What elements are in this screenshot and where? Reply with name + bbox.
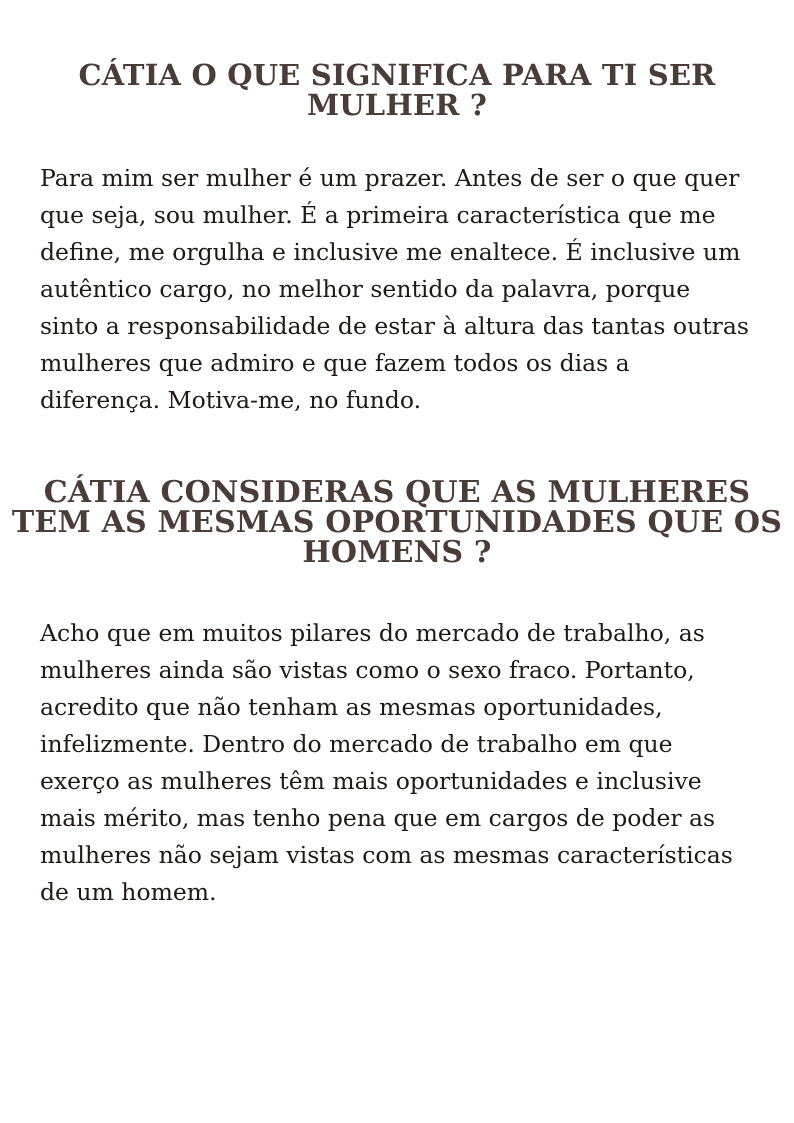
question-heading-2: CÁTIA CONSIDERAS QUE AS MULHERES TEM AS MESMAS OPORTUNIDADES QUE OS HOMENS ? [11,475,783,570]
question-heading-1: CÁTIA O QUE SIGNIFICA PARA TI SER MULHER ? [78,58,716,122]
answer-paragraph-2: Acho que em muitos pilares do mercado de trabalho, as mulheres ainda são vistas como o sexo fraco. Portanto, acredito que não tenham as mesmas oportunidades, infelizmente. Dentro do mercado de trabalho em que exerço as mulheres têm mais oportunidades e inclusive mais mérito, mas tenho pena que em cargos de poder as mulheres não sejam vistas com as mesmas características de um homem. [40,619,733,906]
answer-paragraph-1: Para mim ser mulher é um prazer. Antes de ser o que quer que seja, sou mulher. É a primeira característica que me define, me orgulha e inclusive me enaltece. É inclusive um autêntico cargo, no melhor sentido da palavra, porque sinto a responsabilidade de estar à altura das tantas outras mulheres que admiro e que fazem todos os dias a diferença. Motiva-me, no fundo. [40,164,749,414]
